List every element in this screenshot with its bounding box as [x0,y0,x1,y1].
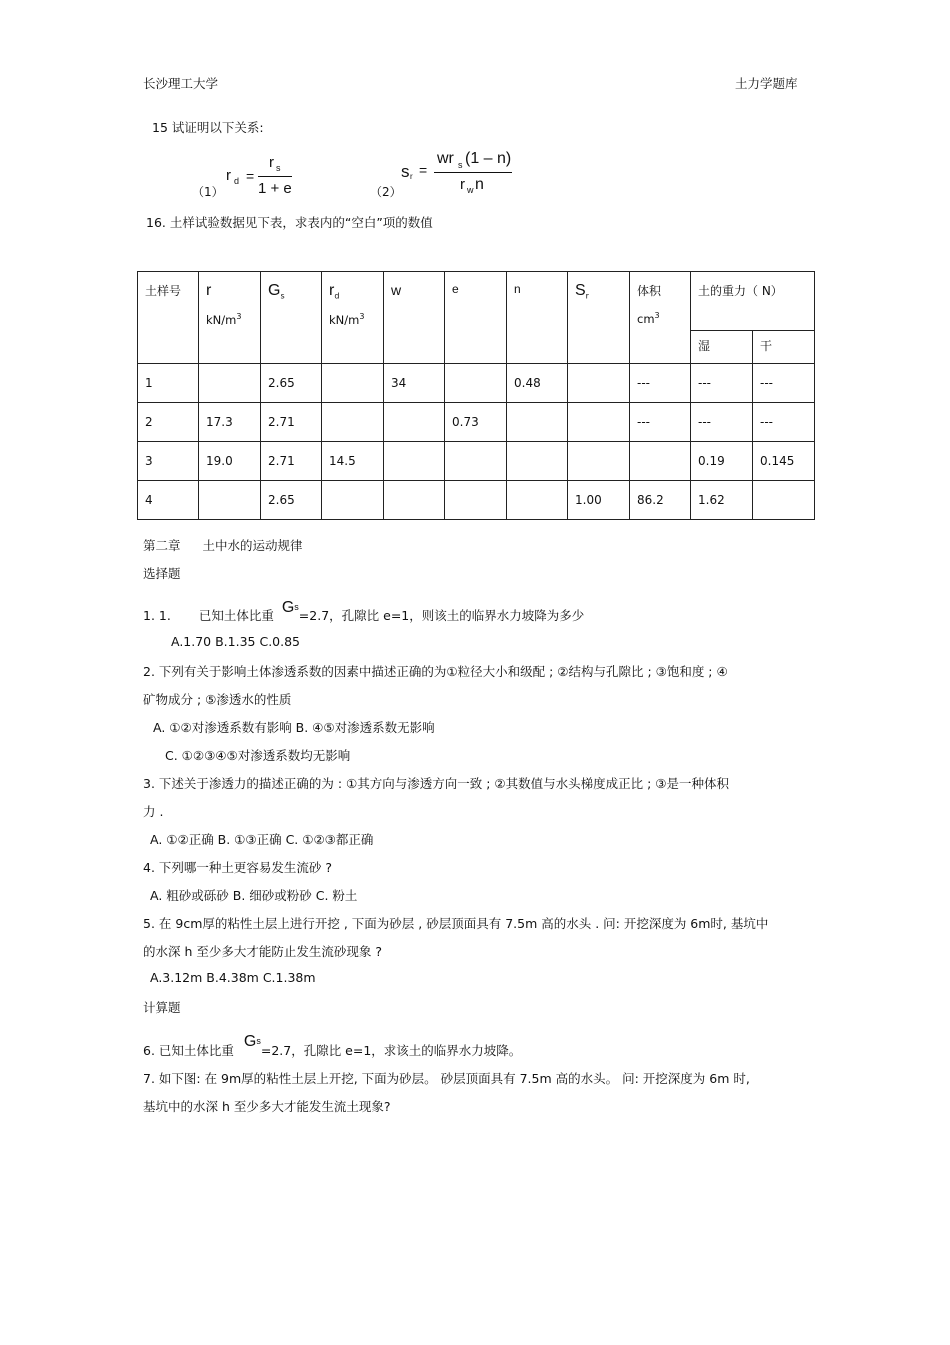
q16-title: 16. 土样试验数据见下表，求表内的“空白”项的数值 [146,215,433,230]
c1-symbol: G [281,599,295,616]
table-cell: --- [691,403,753,442]
calc-6 [143,1033,522,1060]
chapter-heading [143,536,303,554]
soil-data-table [137,271,815,520]
header-w: w [384,272,445,364]
c5-line-2: 的水深 h 至少多大才能防止发生流砂现象 ? [143,944,382,959]
eq2-label: （2） [370,185,402,199]
table-cell [753,481,815,520]
header-right: 土力学题库 [735,76,798,91]
c7-line-1: 7. 如下图: 在 9m厚的粘性土层上开挖, 下面为砂层。 砂层顶面具有 7.5m 高的水头。 问: 开挖深度为 6m 时, [143,1071,750,1086]
eq2-num-a: wr [437,150,454,167]
eq2-num-sub: s [458,160,463,170]
table-cell [322,403,384,442]
eq1-label: （1） [192,185,224,199]
eq2-den-a: r [460,176,465,193]
table-cell [384,442,445,481]
c3-line-2: 力 . [143,804,164,819]
table-cell: 4 [138,481,199,520]
table-cell [199,481,261,520]
header-volume: 体积 $cm^3$ [630,272,691,364]
c2-options-ab: A. ①②对渗透系数有影响 B. ④⑤对渗透系数无影响 [153,720,435,735]
table-cell: 2.71 [261,403,322,442]
table-cell: --- [691,364,753,403]
table-cell: --- [753,403,815,442]
table-cell: 1 [138,364,199,403]
eq1-lhs: r [226,167,231,184]
c4-options: A. 粗砂或砾砂 B. 细砂或粉砂 C. 粉土 [150,888,358,903]
section-choice: 选择题 [143,566,181,581]
table-cell [322,481,384,520]
table-cell: 19.0 [199,442,261,481]
table-cell [507,481,568,520]
header-gs: $G_s$ [261,272,322,364]
eq1-equals: = [246,168,255,184]
c5-line-1: 5. 在 9cm厚的粘性土层上进行开挖 , 下面为砂层 , 砂层顶面具有 7.5m 高的水头 . 问: 开挖深度为 6m时, 基坑中 [143,916,769,931]
table-cell: --- [753,364,815,403]
table-cell: 2.65 [261,481,322,520]
chapter-title: 土中水的运动规律 [202,538,303,553]
table-cell: 3 [138,442,199,481]
eq2-lhs-sub: r [410,172,413,181]
eq2-equals: = [419,162,428,178]
header-rd: $r_d$ $kN/m^3$ [322,272,384,364]
c2-line-1: 2. 下列有关于影响土体渗透系数的因素中描述正确的为①粒径大小和级配 ; ②结构与孔隙比 ; ③饱和度 ; ④ [143,664,728,679]
eq2-fraction-bar [434,172,512,173]
table-cell [507,442,568,481]
table-cell: 14.5 [322,442,384,481]
table-cell [199,364,261,403]
table-cell: 34 [384,364,445,403]
table-cell [568,442,630,481]
eq1-den: 1 + e [258,180,292,197]
table-cell [322,364,384,403]
eq2-num-b: (1 – n) [465,150,512,167]
table-cell: --- [630,403,691,442]
table-cell: 1.62 [691,481,753,520]
c2-line-2: 矿物成分 ; ⑤渗透水的性质 [143,692,292,707]
table-row [138,403,815,442]
section-calculation: 计算题 [143,1000,181,1015]
c3-line-1: 3. 下述关于渗透力的描述正确的为 : ①其方向与渗透方向一致 ; ②其数值与水头梯度成正比 ; ③是一种体积 [143,776,729,791]
eq1-num-sub: s [276,163,281,173]
table-cell: 1.00 [568,481,630,520]
table-row [138,364,815,403]
table-cell [568,364,630,403]
eq1-fraction-bar [258,176,292,177]
c5-options: A.3.12m B.4.38m C.1.38m [150,970,316,985]
eq2-den-b: n [475,176,484,193]
table-cell [568,403,630,442]
c6-text-a: 6. 已知土体比重 [143,1043,234,1058]
eq2-lhs: s [401,162,410,181]
header-sr: $S_r$ [568,272,630,364]
table-cell: 0.19 [691,442,753,481]
chapter-number: 第二章 [143,538,181,553]
header-wet: 湿 [691,331,753,364]
q15-title: 15 试证明以下关系: [152,120,264,135]
c3-options: A. ①②正确 B. ①③正确 C. ①②③都正确 [150,832,374,847]
header-dry: 干 [753,331,815,364]
table-cell [384,481,445,520]
table-cell: 2.65 [261,364,322,403]
header-r: r $kN/m^3$ [199,272,261,364]
table-cell: 86.2 [630,481,691,520]
table-cell [445,481,507,520]
table-cell: 2 [138,403,199,442]
table-cell: 17.3 [199,403,261,442]
table-cell [630,442,691,481]
c2-option-c: C. ①②③④⑤对渗透系数均无影响 [165,748,351,763]
table-cell [445,442,507,481]
table-cell [384,403,445,442]
c6-symbol: G [243,1033,257,1050]
c1-symbol-sub: s [294,602,299,612]
table-cell: 0.48 [507,364,568,403]
table-cell: 0.145 [753,442,815,481]
table-row [138,442,815,481]
c1-text-b: =2.7，孔隙比 e=1，则该土的临界水力坡降为多少 [298,608,585,623]
c6-text-b: =2.7，孔隙比 e=1，求该土的临界水力坡降。 [260,1043,522,1058]
c1-text-a: 已知土体比重 [198,608,274,623]
header-soil-weight: 土的重力（ N） [691,272,815,331]
header-e: e [445,272,507,364]
header-left: 长沙理工大学 [143,76,219,91]
c7-line-2: 基坑中的水深 h 至少多大才能发生流土现象? [143,1099,391,1114]
table-cell: 0.73 [445,403,507,442]
header-sample: 土样号 [138,272,199,364]
choice-1 [143,599,585,625]
table-cell [445,364,507,403]
c6-symbol-sub: s [256,1036,261,1046]
eq2-den-sub: w [467,185,474,195]
c4-line-1: 4. 下列哪一种土更容易发生流砂 ? [143,860,333,875]
header-n: n [507,272,568,364]
table-cell [507,403,568,442]
eq1-lhs-sub: d [234,176,240,186]
table-row [138,481,815,520]
eq1-num: r [269,154,274,171]
table-cell: --- [630,364,691,403]
table-cell: 2.71 [261,442,322,481]
c1-number: 1. 1. [143,608,171,623]
c1-options: A.1.70 B.1.35 C.0.85 [171,634,300,649]
